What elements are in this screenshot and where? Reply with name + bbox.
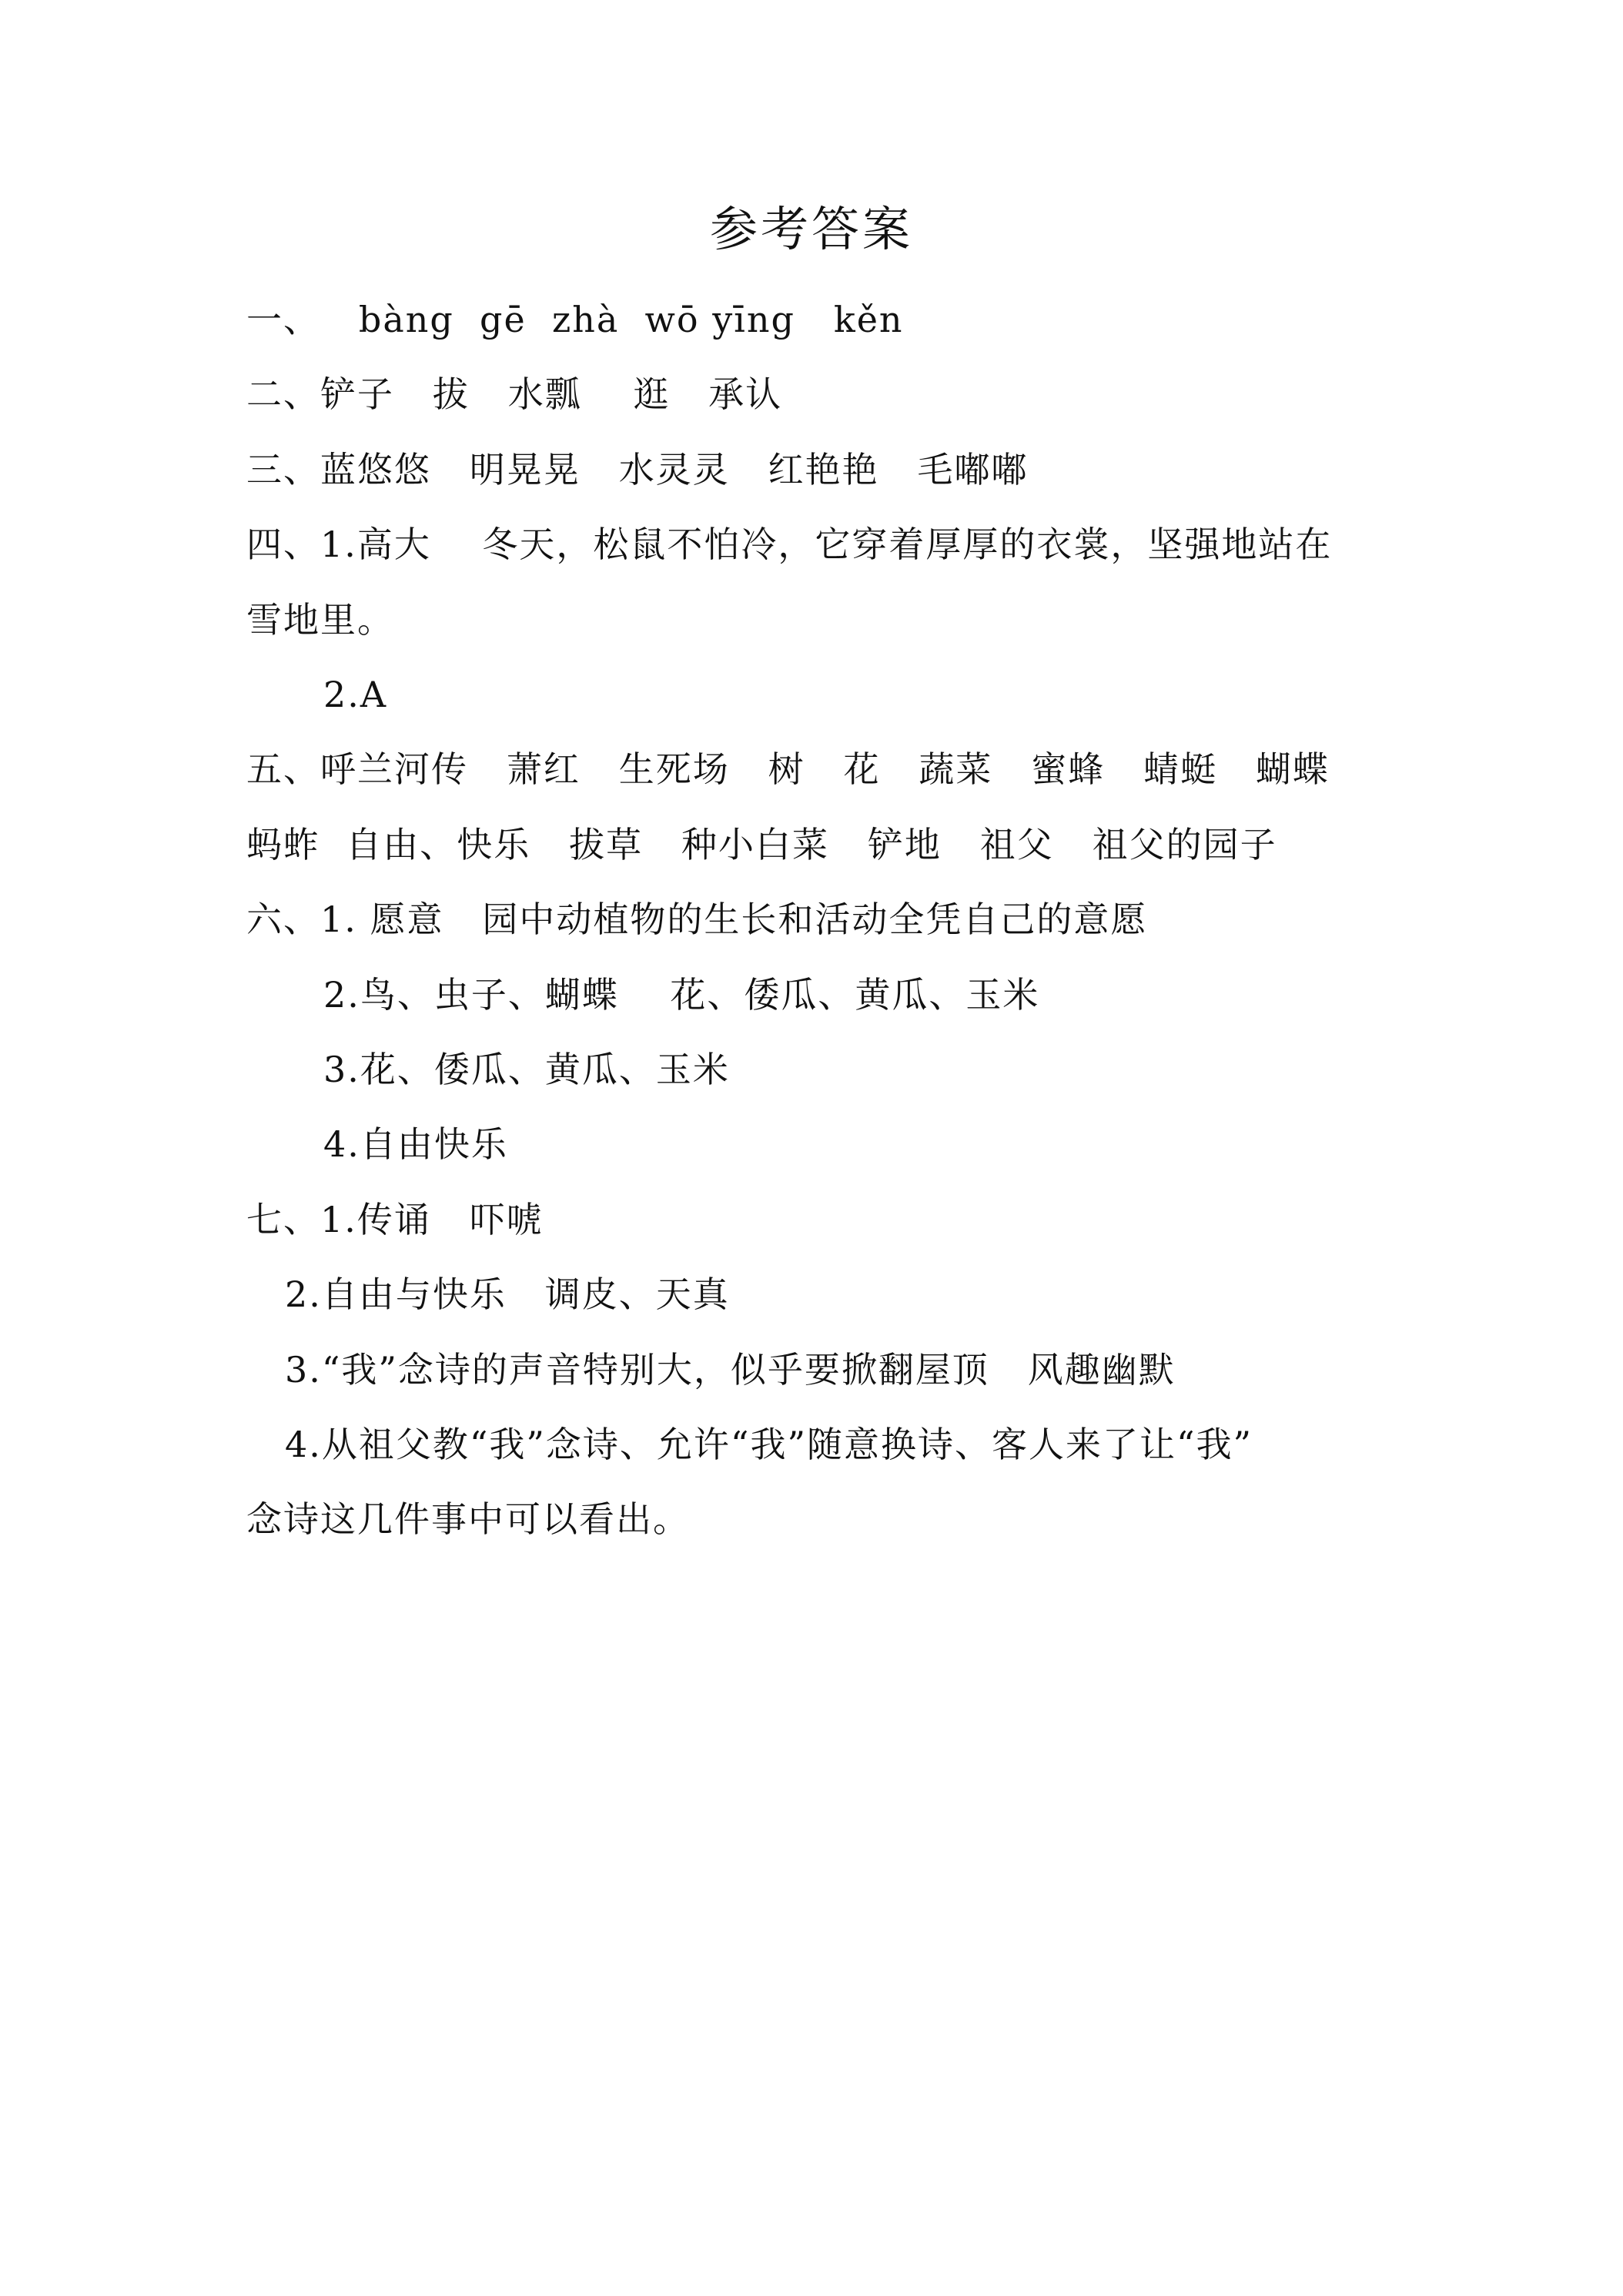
answer-line-7-3: 3.“我”念诗的声音特别大，似乎要掀翻屋顶 风趣幽默: [285, 1349, 1176, 1391]
answer-line-6-1: 六、1. 愿意 园中动植物的生长和活动全凭自己的意愿: [246, 899, 1148, 940]
answer-line-2: 二、铲子 拔 水瓢 逛 承认: [246, 373, 783, 415]
answer-line-4-cont: 雪地里。: [246, 599, 394, 641]
answer-line-1: 一、 bàng gē zhà wō yīng kěn: [246, 299, 904, 340]
page-title: 参考答案: [709, 201, 913, 257]
answer-line-4-2: 2.A: [323, 674, 388, 715]
answer-line-4: 四、1.高大 冬天，松鼠不怕冷，它穿着厚厚的衣裳，坚强地站在: [246, 524, 1333, 565]
answer-line-5-cont: 蚂蚱 自由、快乐 拔草 种小白菜 铲地 祖父 祖父的园子: [246, 824, 1277, 865]
answer-line-6-2: 2.鸟、虫子、蝴蝶 花、倭瓜、黄瓜、玉米: [323, 974, 1040, 1016]
answer-line-7-1: 七、1.传诵 吓唬: [246, 1199, 544, 1240]
answer-line-7-4-cont: 念诗这几件事中可以看出。: [246, 1498, 690, 1540]
answer-line-6-4: 4.自由快乐: [323, 1123, 508, 1165]
answer-line-5: 五、呼兰河传 萧红 生死场 树 花 蔬菜 蜜蜂 蜻蜓 蝴蝶: [246, 748, 1330, 790]
answer-line-3: 三、蓝悠悠 明晃晃 水灵灵 红艳艳 毛嘟嘟: [246, 449, 1029, 490]
answer-line-7-4: 4.从祖父教“我”念诗、允许“我”随意换诗、客人来了让“我”: [285, 1424, 1253, 1465]
answer-line-6-3: 3.花、倭瓜、黄瓜、玉米: [323, 1049, 730, 1090]
answer-line-7-2: 2.自由与快乐 调皮、天真: [285, 1274, 730, 1315]
